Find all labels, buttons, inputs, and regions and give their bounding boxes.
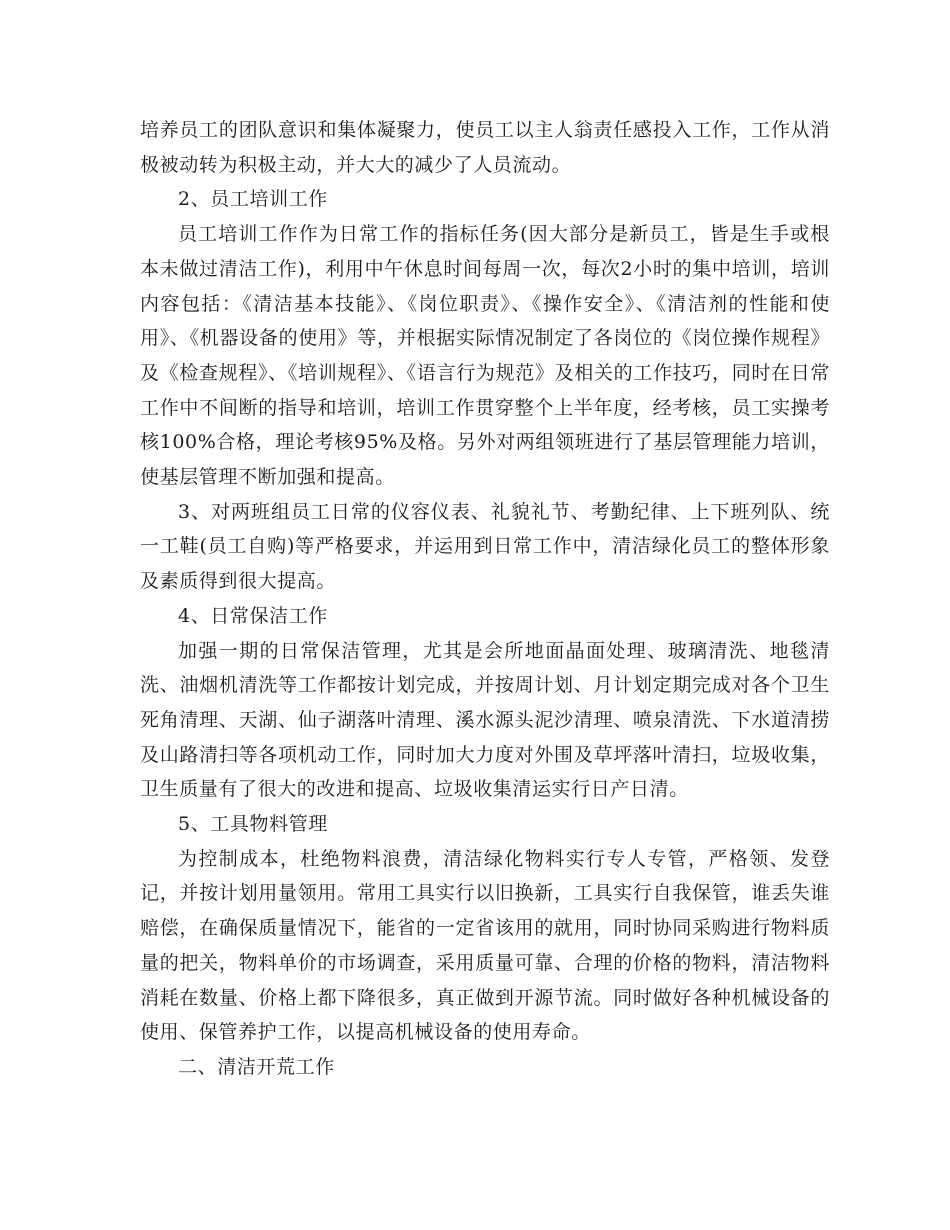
document-body	[140, 113, 830, 1085]
heading-daily-cleaning: 4、日常保洁工作	[178, 604, 328, 627]
paragraph-daily-cleaning: 加强一期的日常保洁管理，尤其是会所地面晶面处理、玻璃清洗、地毯清洗、油烟机清洗等工作都按计划完成，并按周计划、月计划定期完成对各个卫生死角清理、天湖、仙子湖落叶清理、溪水源头泥沙清理、喷泉清洗、下水道清捞及山路清扫等各项机动工作，同时加大力度对外围及草坪落叶清扫，垃圾收集，卫生质量有了很大的改进和提高、垃圾收集清运实行日产日清。	[140, 639, 830, 801]
heading-tools-materials: 5、工具物料管理	[178, 813, 328, 836]
paragraph-appearance-requirements: 3、对两班组员工日常的仪容仪表、礼貌礼节、考勤纪律、上下班列队、统一工鞋(员工自购)等严格要求，并运用到日常工作中，清洁绿化员工的整体形象及素质得到很大提高。	[140, 500, 830, 593]
heading-cleaning-reclamation: 二、清洁开荒工作	[178, 1055, 335, 1078]
heading-staff-training: 2、员工培训工作	[178, 188, 328, 211]
paragraph-team-spirit: 培养员工的团队意识和集体凝聚力，使员工以主人翁责任感投入工作，工作从消极被动转为积极主动，并大大的减少了人员流动。	[140, 119, 830, 176]
paragraph-tools-materials: 为控制成本，杜绝物料浪费，清洁绿化物料实行专人专管，严格领、发登记，并按计划用量领用。常用工具实行以旧换新，工具实行自我保管，谁丢失谁赔偿，在确保质量情况下，能省的一定省该用的就用，同时协同采购进行物料质量的把关，物料单价的市场调查，采用质量可靠、合理的价格的物料，清洁物料消耗在数量、价格上都下降很多，真正做到开源节流。同时做好各种机械设备的使用、保管养护工作，以提高机械设备的使用寿命。	[140, 847, 830, 1044]
paragraph-staff-training: 员工培训工作作为日常工作的指标任务(因大部分是新员工，皆是生手或根本未做过清洁工作)，利用中午休息时间每周一次，每次2小时的集中培训，培训内容包括：《清洁基本技能》、《岗位职责》、《操作安全》、《清洁剂的性能和使用》、《机器设备的使用》等，并根据实际情况制定了各岗位的《岗位操作规程》及《检查规程》、《培训规程》、《语言行为规范》及相关的工作技巧，同时在日常工作中不间断的指导和培训，培训工作贯穿整个上半年度，经考核，员工实操考核100%合格，理论考核95%及格。另外对两组领班进行了基层管理能力培训，使基层管理不断加强和提高。	[140, 223, 830, 489]
